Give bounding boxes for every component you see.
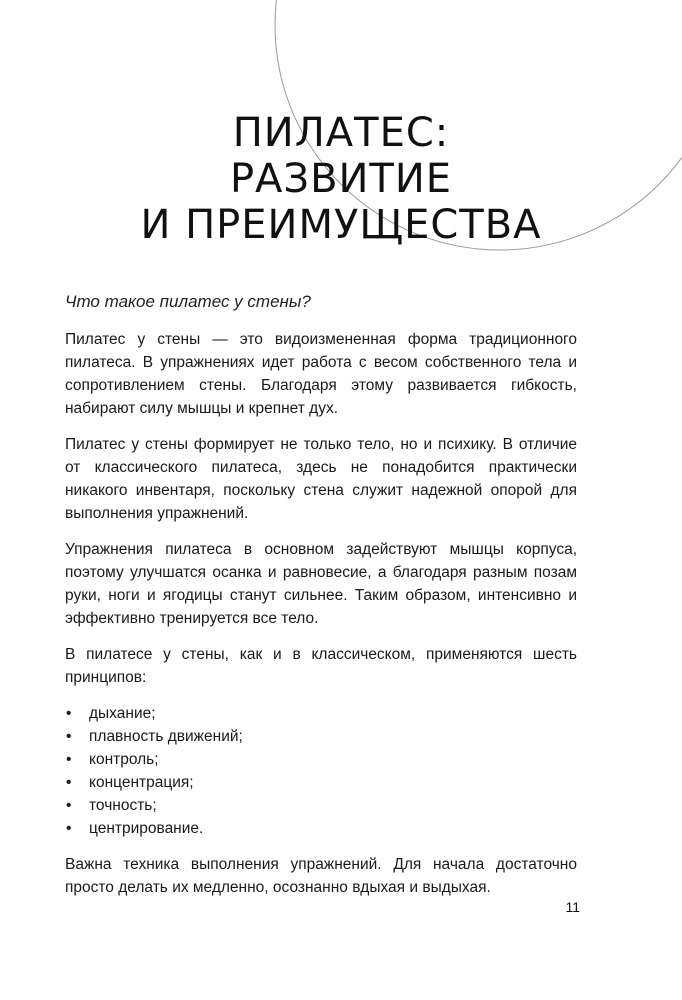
page-number: 11 xyxy=(565,899,580,915)
paragraph-3: Упражнения пилатеса в основном задействуют мышцы корпуса, поэтому улучшатся осанка и равновесие, а благодаря разным позам руки, ноги и ягодицы станут сильнее. Таким образом, интенсивно и эффективно тренируется все тело. xyxy=(65,541,577,627)
list-item: • контроль; xyxy=(65,748,577,771)
list-item: • концентрация; xyxy=(65,771,577,794)
title-line-3: И ПРЕИМУЩЕСТВА xyxy=(140,202,542,248)
list-item: • точность; xyxy=(65,794,577,817)
list-item: • центрирование. xyxy=(65,817,577,840)
title-line-2: РАЗВИТИЕ xyxy=(229,156,453,202)
paragraph-4: В пилатесе у стены, как и в классическом, применяются шесть принципов: xyxy=(65,646,577,686)
chapter-title xyxy=(0,110,682,248)
principles-list xyxy=(65,702,577,840)
list-item: • плавность движений; xyxy=(65,725,577,748)
paragraph-1: Пилатес у стены — это видоизмененная форма традиционного пилатеса. В упражнениях идет работа с весом собственного тела и сопротивлением стены. Благодаря этому развивается гибкость, набирают силу мышцы и крепнет дух. xyxy=(65,331,577,417)
title-line-1: ПИЛАТЕС: xyxy=(232,110,450,156)
list-item: • дыхание; xyxy=(65,702,577,725)
chapter-body xyxy=(65,290,577,912)
closing-paragraph: Важна техника выполнения упражнений. Для начала достаточно просто делать их медленно, осознанно вдыхая и выдыхая. xyxy=(65,856,577,896)
section-subtitle: Что такое пилатес у стены? xyxy=(65,292,311,311)
paragraph-2: Пилатес у стены формирует не только тело, но и психику. В отличие от классического пилатеса, здесь не понадобится практически никакого инвентаря, поскольку стена служит надежной опорой для выполнения упражнений. xyxy=(65,436,577,522)
